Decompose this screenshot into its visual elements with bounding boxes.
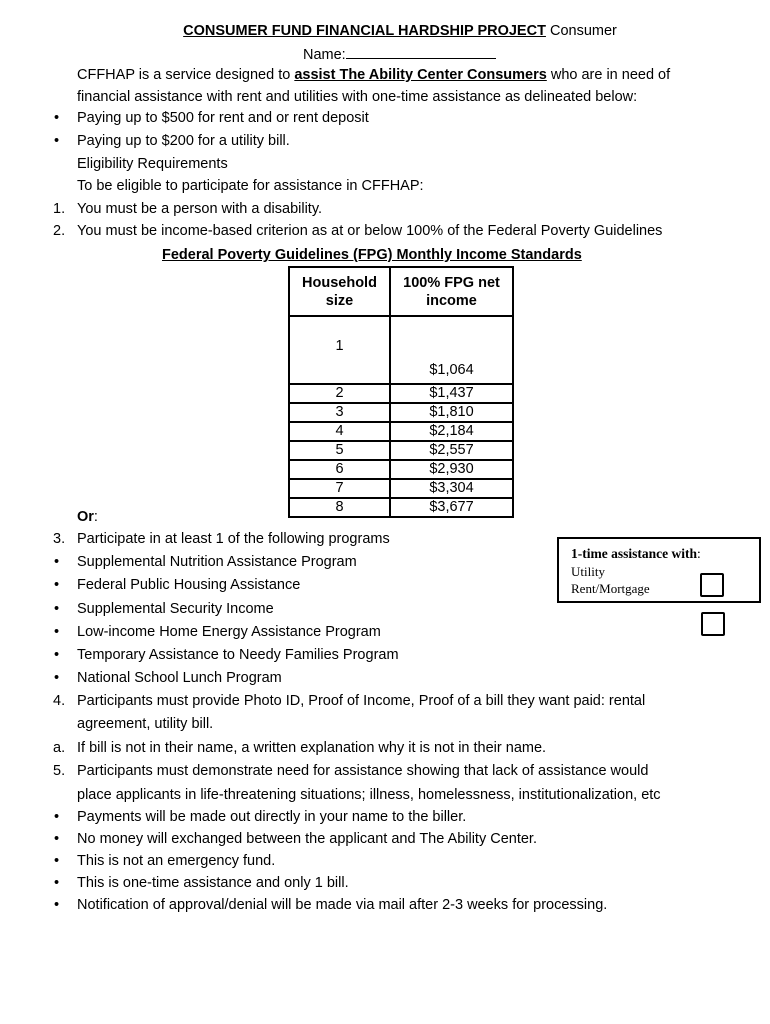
intro-line-1: CFFHAP is a service designed to assist The Ability Center Consumers who are in need of (77, 67, 671, 83)
name-field[interactable] (303, 44, 496, 64)
requirement-1: You must be a person with a disability. (77, 201, 323, 217)
household-size-cell: 8 (335, 499, 344, 515)
requirement-marker: 5. (53, 763, 66, 779)
income-cell: $1,437 (390, 384, 513, 403)
table-row (289, 441, 513, 460)
program-item: National School Lunch Program (77, 670, 282, 686)
or-label: Or: (77, 509, 98, 525)
utility-checkbox[interactable] (700, 573, 724, 597)
program-item: Supplemental Nutrition Assistance Program (77, 554, 357, 570)
bullet: • (54, 670, 60, 686)
table-row (289, 498, 513, 517)
table-row (289, 316, 513, 384)
requirement-4-continued: agreement, utility bill. (77, 716, 214, 732)
assistance-item: Paying up to $200 for a utility bill. (77, 133, 290, 149)
bullet: • (54, 831, 60, 847)
assistance-item: Paying up to $500 for rent and or rent deposit (77, 110, 369, 126)
bullet: • (54, 624, 60, 640)
requirement-5: Participants must demonstrate need for assistance showing that lack of assistance would (77, 763, 649, 779)
bullet: • (54, 853, 60, 869)
table-row (289, 460, 513, 479)
requirement-4a: If bill is not in their name, a written explanation why it is not in their name. (77, 740, 547, 756)
bullet: • (54, 809, 60, 825)
income-cell: $2,184 (390, 422, 513, 441)
income-cell: $2,557 (390, 441, 513, 460)
column-header-household-size: Household size (289, 267, 390, 316)
bullet: • (54, 601, 60, 617)
intro-line-2: financial assistance with rent and utilities with one-time assistance as delineated below: (77, 89, 638, 105)
bullet: • (54, 577, 60, 593)
assistance-type-box (557, 537, 761, 603)
requirement-2: You must be income-based criterion as at or below 100% of the Federal Poverty Guidelines (77, 223, 663, 239)
program-item: Federal Public Housing Assistance (77, 577, 301, 593)
bullet: • (54, 897, 60, 913)
household-size-cell: 7 (289, 479, 390, 498)
requirement-marker: 2. (53, 223, 66, 239)
eligibility-intro: To be eligible to participate for assistance in CFFHAP: (77, 178, 424, 194)
note-item: Payments will be made out directly in your name to the biller. (77, 809, 467, 825)
household-size-cell: 3 (289, 403, 390, 422)
assistance-box-title: 1-time assistance with: (571, 546, 701, 561)
fpg-table (288, 266, 514, 518)
bullet: • (54, 554, 60, 570)
bullet: • (54, 647, 60, 663)
bullet: • (54, 110, 60, 126)
household-size-cell: 6 (289, 460, 390, 479)
income-cell: $3,677 (390, 498, 513, 517)
note-item: This is not an emergency fund. (77, 853, 276, 869)
bullet: • (54, 133, 60, 149)
note-item: Notification of approval/denial will be made via mail after 2-3 weeks for processing. (77, 897, 608, 913)
requirement-3: Participate in at least 1 of the following programs (77, 531, 390, 547)
household-size-cell: 2 (289, 384, 390, 403)
household-size-cell: 4 (289, 422, 390, 441)
column-header-fpg-income: 100% FPG net income (390, 267, 513, 316)
requirement-marker: 4. (53, 693, 66, 709)
table-row (289, 479, 513, 498)
income-cell: $2,930 (390, 460, 513, 479)
household-size-cell: 5 (289, 441, 390, 460)
requirement-marker: a. (53, 740, 66, 756)
table-header-row (289, 267, 513, 316)
document-title: CONSUMER FUND FINANCIAL HARDSHIP PROJECT Consumer (183, 23, 617, 39)
utility-option-label: Utility (571, 564, 605, 579)
note-item: This is one-time assistance and only 1 bill. (77, 875, 349, 891)
rent-mortgage-checkbox[interactable] (701, 612, 725, 636)
rent-mortgage-option-label: Rent/Mortgage (571, 581, 650, 596)
note-item: No money will exchanged between the applicant and The Ability Center. (77, 831, 537, 847)
requirement-5-continued: place applicants in life-threatening situations; illness, homelessness, institutionalization, etc (77, 787, 661, 803)
table-row (289, 384, 513, 403)
eligibility-heading: Eligibility Requirements (77, 156, 228, 172)
table-title: Federal Poverty Guidelines (FPG) Monthly Income Standards (162, 247, 582, 263)
requirement-marker: 1. (53, 201, 66, 217)
program-item: Temporary Assistance to Needy Families Program (77, 647, 399, 663)
income-cell: $1,064 (390, 316, 513, 384)
household-size-cell: 1 (289, 316, 390, 384)
table-row (289, 403, 513, 422)
bullet: • (54, 875, 60, 891)
program-item: Supplemental Security Income (77, 601, 274, 617)
name-label: Name: (303, 47, 346, 63)
program-item: Low-income Home Energy Assistance Program (77, 624, 381, 640)
income-cell: $1,810 (390, 403, 513, 422)
income-cell: $3,304 (390, 479, 513, 498)
table-row (289, 422, 513, 441)
requirement-marker: 3. (53, 531, 66, 547)
requirement-4: Participants must provide Photo ID, Proof of Income, Proof of a bill they want paid: rental (77, 693, 646, 709)
